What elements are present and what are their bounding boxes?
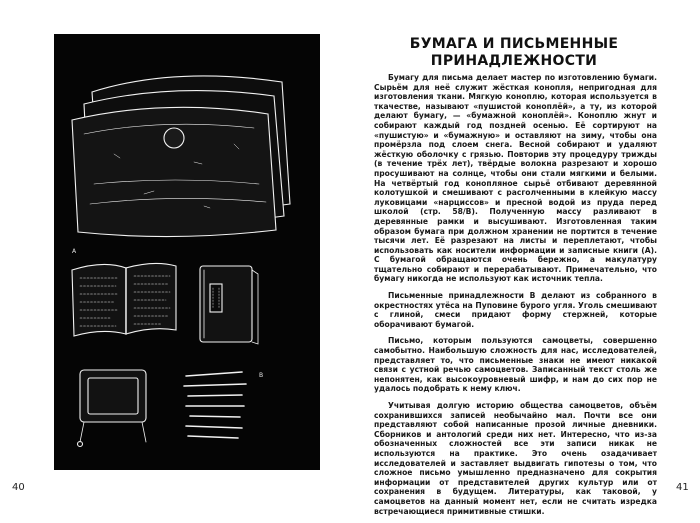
paper-stack-front — [72, 107, 276, 236]
paper-and-writing-tools-illustration — [54, 34, 320, 470]
page-number-left: 40 — [12, 482, 25, 493]
label-a: A — [72, 248, 77, 255]
paragraph-paper-making: Бумагу для письма делает мастер по изготовлению бумаги. Сырьём для неё служит жёсткая конопля, непригодная для изготовления ткани. Мягкую коноплю, которая используется в ткачестве, называют «пушистой коноплёй», а ту, из которой делают бумагу, — «бумажной коноплёй». Коноплю жнут и собирают каждый год поздней осенью. Её сортируют на «пушистую» и «бумажную» и оставляют на зиму, чтобы она промёрзла под слоем снега. Весной собирают и удаляют жёсткую оболочку с грязью. Повторив эту процедуру трижды (в течение трёх лет), твёрдые волокна разрезают и хорошо просушивают на солнце, чтобы они стали мягкими и белыми. На четвёртый год конопляное сырьё отбивают деревянной колотушкой и смешивают с расголченными в клейкую массу луковицами «нарциссов» и пресной водой из пруда перед школой (стр. 58/В). Полученную массу разливают в деревянные рамки и высушивают. Изготовленная таким образом бумага при должном хранении не портится в течение тысячи лет. Её разрезают на листы и переплетают, чтобы использовать как носители информации и записные книги (А). С бумагой обращаются очень бережно, а макулатуру тщательно собирают и перерабатывают. Примечательно, что бумагу никогда не используют как источник тепла. — [374, 73, 657, 284]
left-page — [0, 0, 350, 503]
paper-seal — [164, 128, 184, 148]
chapter-title-line-1: БУМАГА И ПИСЬМЕННЫЕ — [409, 36, 619, 52]
paragraph-script: Письмо, которым пользуются самоцветы, совершенно самобытно. Наибольшую сложность для нас, исследователей, представляет то, что письменные знаки не имеют никакой связи с устной речью самоцветов. Записанный текст столь же непонятен, как высокоуровневый шифр, и нам до сих пор не удалось подобрать к нему ключ. — [374, 336, 657, 394]
chapter-title-line-2: ПРИНАДЛЕЖНОСТИ — [430, 53, 598, 69]
closed-notebook — [200, 266, 258, 344]
writing-slate — [78, 370, 147, 447]
body-text — [374, 73, 657, 523]
charcoal-pencils — [184, 372, 246, 438]
right-page — [350, 0, 700, 516]
page-number-right: 41 — [676, 482, 689, 493]
label-b: B — [259, 372, 264, 379]
paragraph-records: Учитывая долгую историю общества самоцветов, объём сохранившихся записей необычайно мал. Почти все они представляют собой написанные прозой личные дневники. Сборников и антологий среди них нет. Интересно, что из-за обозначенных сложностей все эти записи никак не используются на практике. Это очень озадачивает исследователей и заставляет выдвигать гипотезы о том, что сложное письмо умышленно предназначено для сокрытия информации от представителей других культур или от сохранения в будущем. Литературы, как таковой, у самоцветов на данный момент нет, если не считать изредка встречающиеся примитивные стишки. — [374, 401, 657, 516]
illustration-plate — [54, 34, 320, 470]
open-notebook — [72, 263, 176, 336]
paragraph-writing-tools: Письменные принадлежности В делают из собранного в окрестностях утёса на Пуповине бурого угля. Уголь смешивают с глиной, смеси придают форму стержней, которые оборачивают бумагой. — [374, 291, 657, 329]
chapter-title — [378, 36, 650, 70]
